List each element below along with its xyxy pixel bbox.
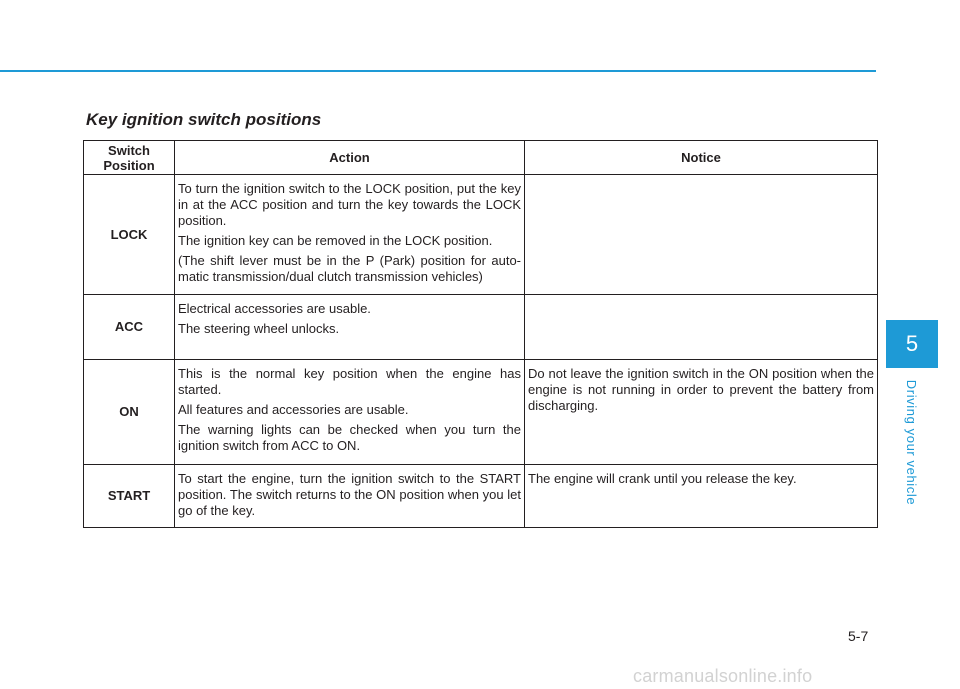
notice-text: Do not leave the ignition switch in the ON position when the engine is not running in order to prevent the battery from discharging. [528,366,874,413]
action-text: All features and accessories are usable. [178,402,409,417]
header-switch-position: Switch Position [84,141,175,175]
position-acc: ACC [84,295,175,360]
action-text: This is the normal key position when the engine has started. [178,366,521,397]
notice-acc [525,295,878,360]
chapter-side-label [886,368,938,516]
position-on: ON [84,360,175,465]
watermark: carmanualsonline.info [633,666,813,686]
chapter-number: 5 [905,331,919,356]
notice-text: The engine will crank until you release the key. [528,471,797,486]
table-row-lock [84,175,878,295]
action-text: Electrical accessories are usable. [178,301,371,316]
action-on [175,360,525,465]
notice-on [525,360,878,465]
section-title: Key ignition switch positions [86,110,322,129]
table-row-acc [84,295,878,360]
action-text: The ignition key can be removed in the LOCK position. [178,233,493,248]
action-start [175,465,525,528]
table-row-start [84,465,878,528]
header-rule [0,70,876,72]
action-lock [175,175,525,295]
page-number: 5-7 [848,628,869,644]
notice-start [525,465,878,528]
chapter-title: Driving your vehicle [904,379,920,505]
header-action: Action [175,141,525,175]
action-text: (The shift lever must be in the P (Park) position for auto- matic transmission/dual clutch transmission vehicles) [178,253,521,284]
header-notice: Notice [525,141,878,175]
chapter-number-tab [886,320,938,368]
action-text: To turn the ignition switch to the LOCK position, put the key in at the ACC position and turn the key towards the LOCK position. [178,181,521,228]
ignition-positions-table [83,140,878,528]
table-header-row [84,141,878,175]
position-start: START [84,465,175,528]
position-lock: LOCK [84,175,175,295]
action-text: To start the engine, turn the ignition switch to the START position. The switch returns to the ON position when you let go of the key. [178,471,521,518]
action-text: The steering wheel unlocks. [178,321,340,336]
action-acc [175,295,525,360]
notice-lock [525,175,878,295]
table-row-on [84,360,878,465]
action-text: The warning lights can be checked when you turn the ignition switch from ACC to ON. [178,422,521,453]
